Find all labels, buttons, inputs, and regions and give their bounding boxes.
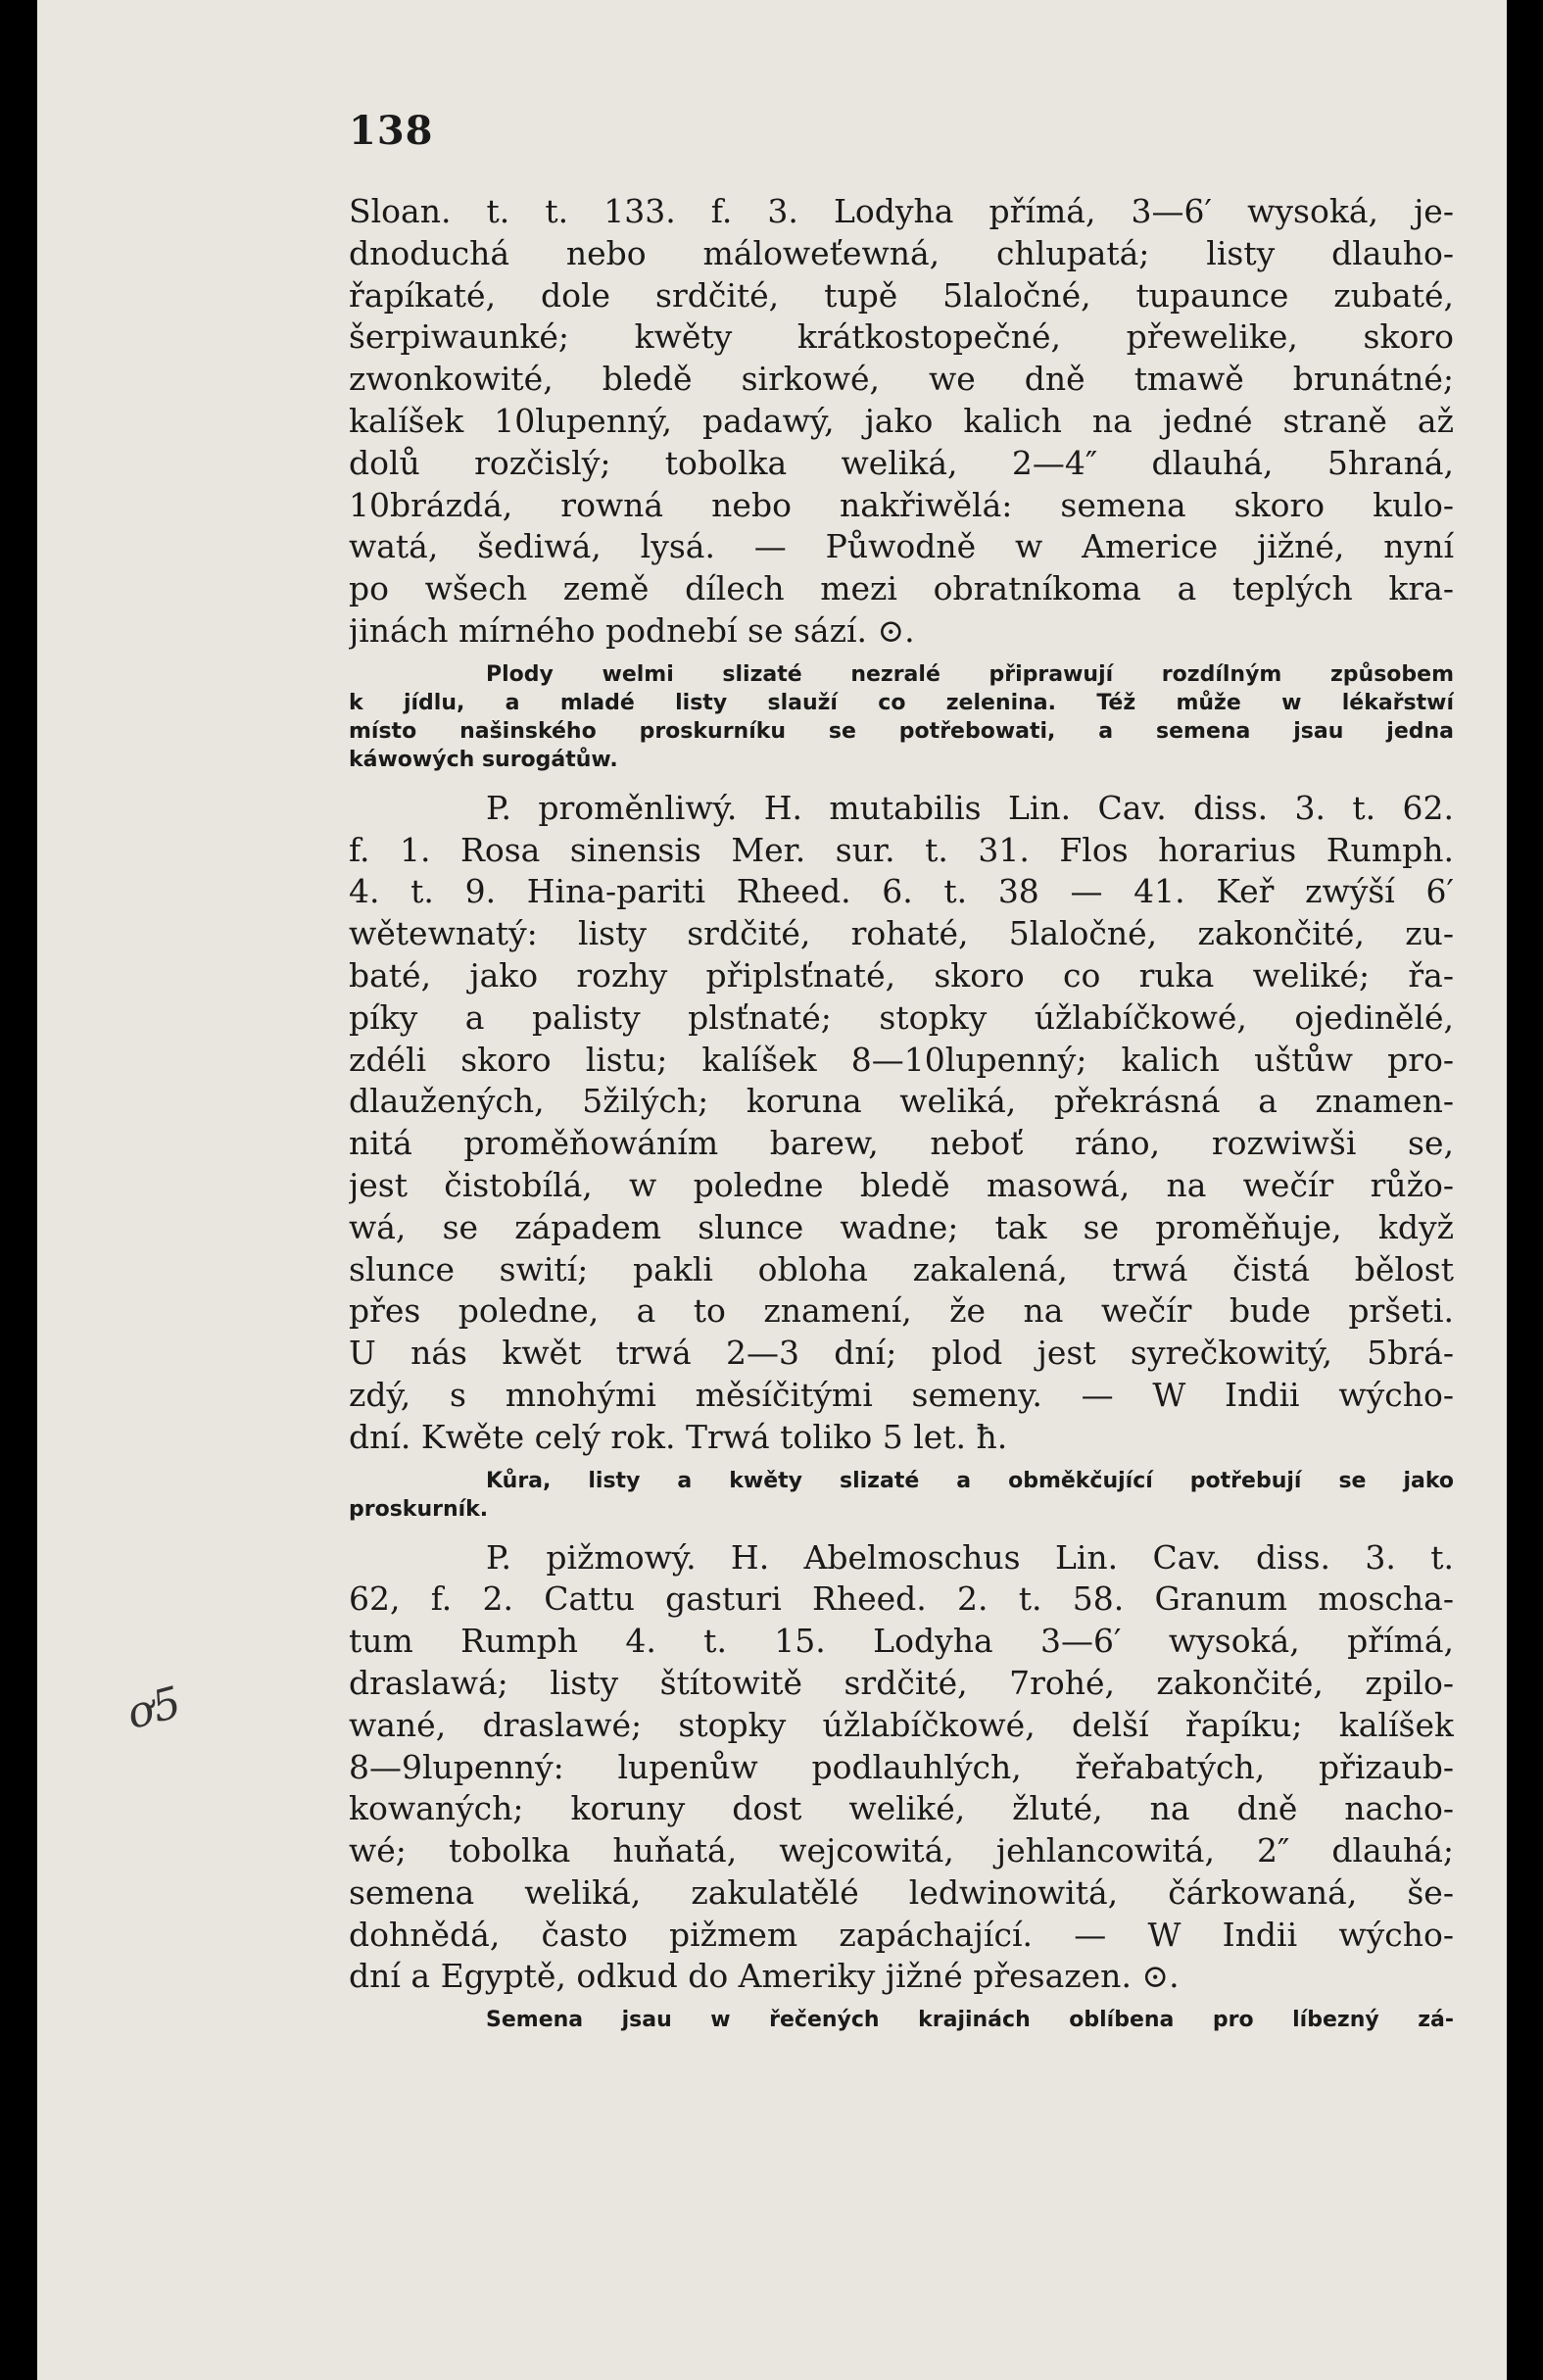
text-line: P. pižmowý. H. Abelmoschus Lin. Cav. diss. 3. t.: [486, 1537, 1454, 1577]
text-line: draslawá; listy štítowitě srdčité, 7rohé, zakončité, zpilo-: [349, 1663, 1454, 1702]
text-line: U nás kwět trwá 2—3 dní; plod jest syrečkowitý, 5brá-: [349, 1334, 1454, 1373]
text-line: Sloan. t. t. 133. f. 3. Lodyha přímá, 3—6′ wysoká, je-: [349, 192, 1454, 230]
footnote-paragraph: [349, 1467, 1454, 1524]
page-number: 138: [349, 108, 434, 154]
text-line: 10brázdá, rowná nebo nakřiwělá: semena skoro kulo-: [349, 485, 1454, 524]
text-line: jest čistobílá, w poledne bledě masowá, na wečír růžo-: [349, 1165, 1454, 1204]
text-line: kalíšek 10lupenný, padawý, jako kalich na jedné straně až: [349, 401, 1454, 440]
page-body: [349, 191, 1454, 2034]
text-line: dní a Egyptě, odkud do Ameriky jižné přesazen. ⊙.: [349, 1957, 1180, 1996]
text-line: dohnědá, často pižmem zapáchající. — W Indii wýcho-: [349, 1915, 1454, 1954]
note-line: místo našinského proskurníku se potřebowati, a semena jsau jedna: [349, 718, 1454, 744]
book-page: [37, 0, 1507, 2380]
text-line: píky a palisty plsťnaté; stopky úžlabíčkowé, ojedinělé,: [349, 997, 1454, 1037]
note-line: Kůra, listy a kwěty slizaté a obměkčující potřebují se jako: [486, 1468, 1454, 1493]
text-line: kowaných; koruny dost weliké, žluté, na dně nacho-: [349, 1789, 1454, 1828]
text-line: semena weliká, zakulatělé ledwinowitá, čárkowaná, še-: [349, 1872, 1454, 1912]
text-line: 4. t. 9. Hina-pariti Rheed. 6. t. 38 — 41. Keř zwýší 6′: [349, 872, 1454, 911]
text-line: dnoduchá nebo máloweťewná, chlupatá; listy dlauho-: [349, 233, 1454, 272]
main-paragraph: [349, 788, 1454, 1459]
text-line: 62, f. 2. Cattu gasturi Rheed. 2. t. 58. Granum moscha-: [349, 1579, 1454, 1619]
text-line: šerpiwaunké; kwěty krátkostopečné, přewelike, skoro: [349, 317, 1454, 357]
text-line: wětewnatý: listy srdčité, rohaté, 5laločné, zakončité, zu-: [349, 914, 1454, 953]
text-line: přes poledne, a to znamení, že na wečír bude pršeti.: [349, 1291, 1454, 1331]
text-line: tum Rumph 4. t. 15. Lodyha 3—6′ wysoká, přímá,: [349, 1622, 1454, 1661]
text-line: f. 1. Rosa sinensis Mer. sur. t. 31. Flos horarius Rumph.: [349, 830, 1454, 869]
text-line: po wšech země dílech mezi obratníkoma a teplých kra-: [349, 569, 1454, 608]
text-line: zdéli skoro listu; kalíšek 8—10lupenný; kalich uštůw pro-: [349, 1040, 1454, 1079]
text-line: dolů rozčislý; tobolka weliká, 2—4″ dlauhá, 5hraná,: [349, 443, 1454, 482]
text-line: zwonkowité, bledě sirkowé, we dně tmawě brunátné;: [349, 360, 1454, 399]
text-line: řapíkaté, dole srdčité, tupě 5laločné, tupaunce zubaté,: [349, 275, 1454, 315]
text-line: nitá proměňowáním barew, neboť ráno, rozwiwši se,: [349, 1124, 1454, 1163]
text-line: wá, se západem slunce wadne; tak se proměňuje, když: [349, 1207, 1454, 1246]
main-paragraph: [349, 191, 1454, 653]
text-line: slunce swití; pakli obloha zakalená, trwá čistá bělost: [349, 1249, 1454, 1288]
footnote-paragraph: [349, 660, 1454, 774]
text-line: jinách mírného podnebí se sází. ⊙.: [349, 610, 915, 650]
note-line: k jídlu, a mladé listy slauží co zelenina. Též může w lékařstwí: [349, 690, 1454, 715]
text-line: dlaužených, 5žilých; koruna weliká, překrásná a znamen-: [349, 1082, 1454, 1121]
text-line: watá, šediwá, lysá. — Půwodně w Americe jižné, nyní: [349, 527, 1454, 566]
footnote-paragraph: [349, 2006, 1454, 2034]
text-line: zdý, s mnohými měsíčitými semeny. — W Indii wýcho-: [349, 1375, 1454, 1414]
note-line: Plody welmi slizaté nezralé připrawují rozdílným způsobem: [486, 661, 1454, 687]
main-paragraph: [349, 1537, 1454, 1999]
margin-annotation: ơ5: [121, 1676, 187, 1740]
text-line: baté, jako rozhy připlsťnaté, skoro co ruka weliké; řa-: [349, 955, 1454, 995]
text-line: P. proměnliwý. H. mutabilis Lin. Cav. diss. 3. t. 62.: [486, 788, 1454, 827]
note-line: proskurník.: [349, 1496, 489, 1522]
text-line: wané, draslawé; stopky úžlabíčkowé, delší řapíku; kalíšek: [349, 1705, 1454, 1744]
text-line: 8—9lupenný: lupenůw podlauhlých, řeřabatých, přizaub-: [349, 1747, 1454, 1786]
text-line: wé; tobolka huňatá, wejcowitá, jehlancowitá, 2″ dlauhá;: [349, 1831, 1454, 1870]
note-line: káwowých surogátůw.: [349, 747, 618, 772]
text-line: dní. Kwěte celý rok. Trwá toliko 5 let. ħ.: [349, 1417, 1008, 1456]
note-line: Semena jsau w řečených krajinách oblíbena pro líbezný zá-: [486, 2008, 1454, 2033]
